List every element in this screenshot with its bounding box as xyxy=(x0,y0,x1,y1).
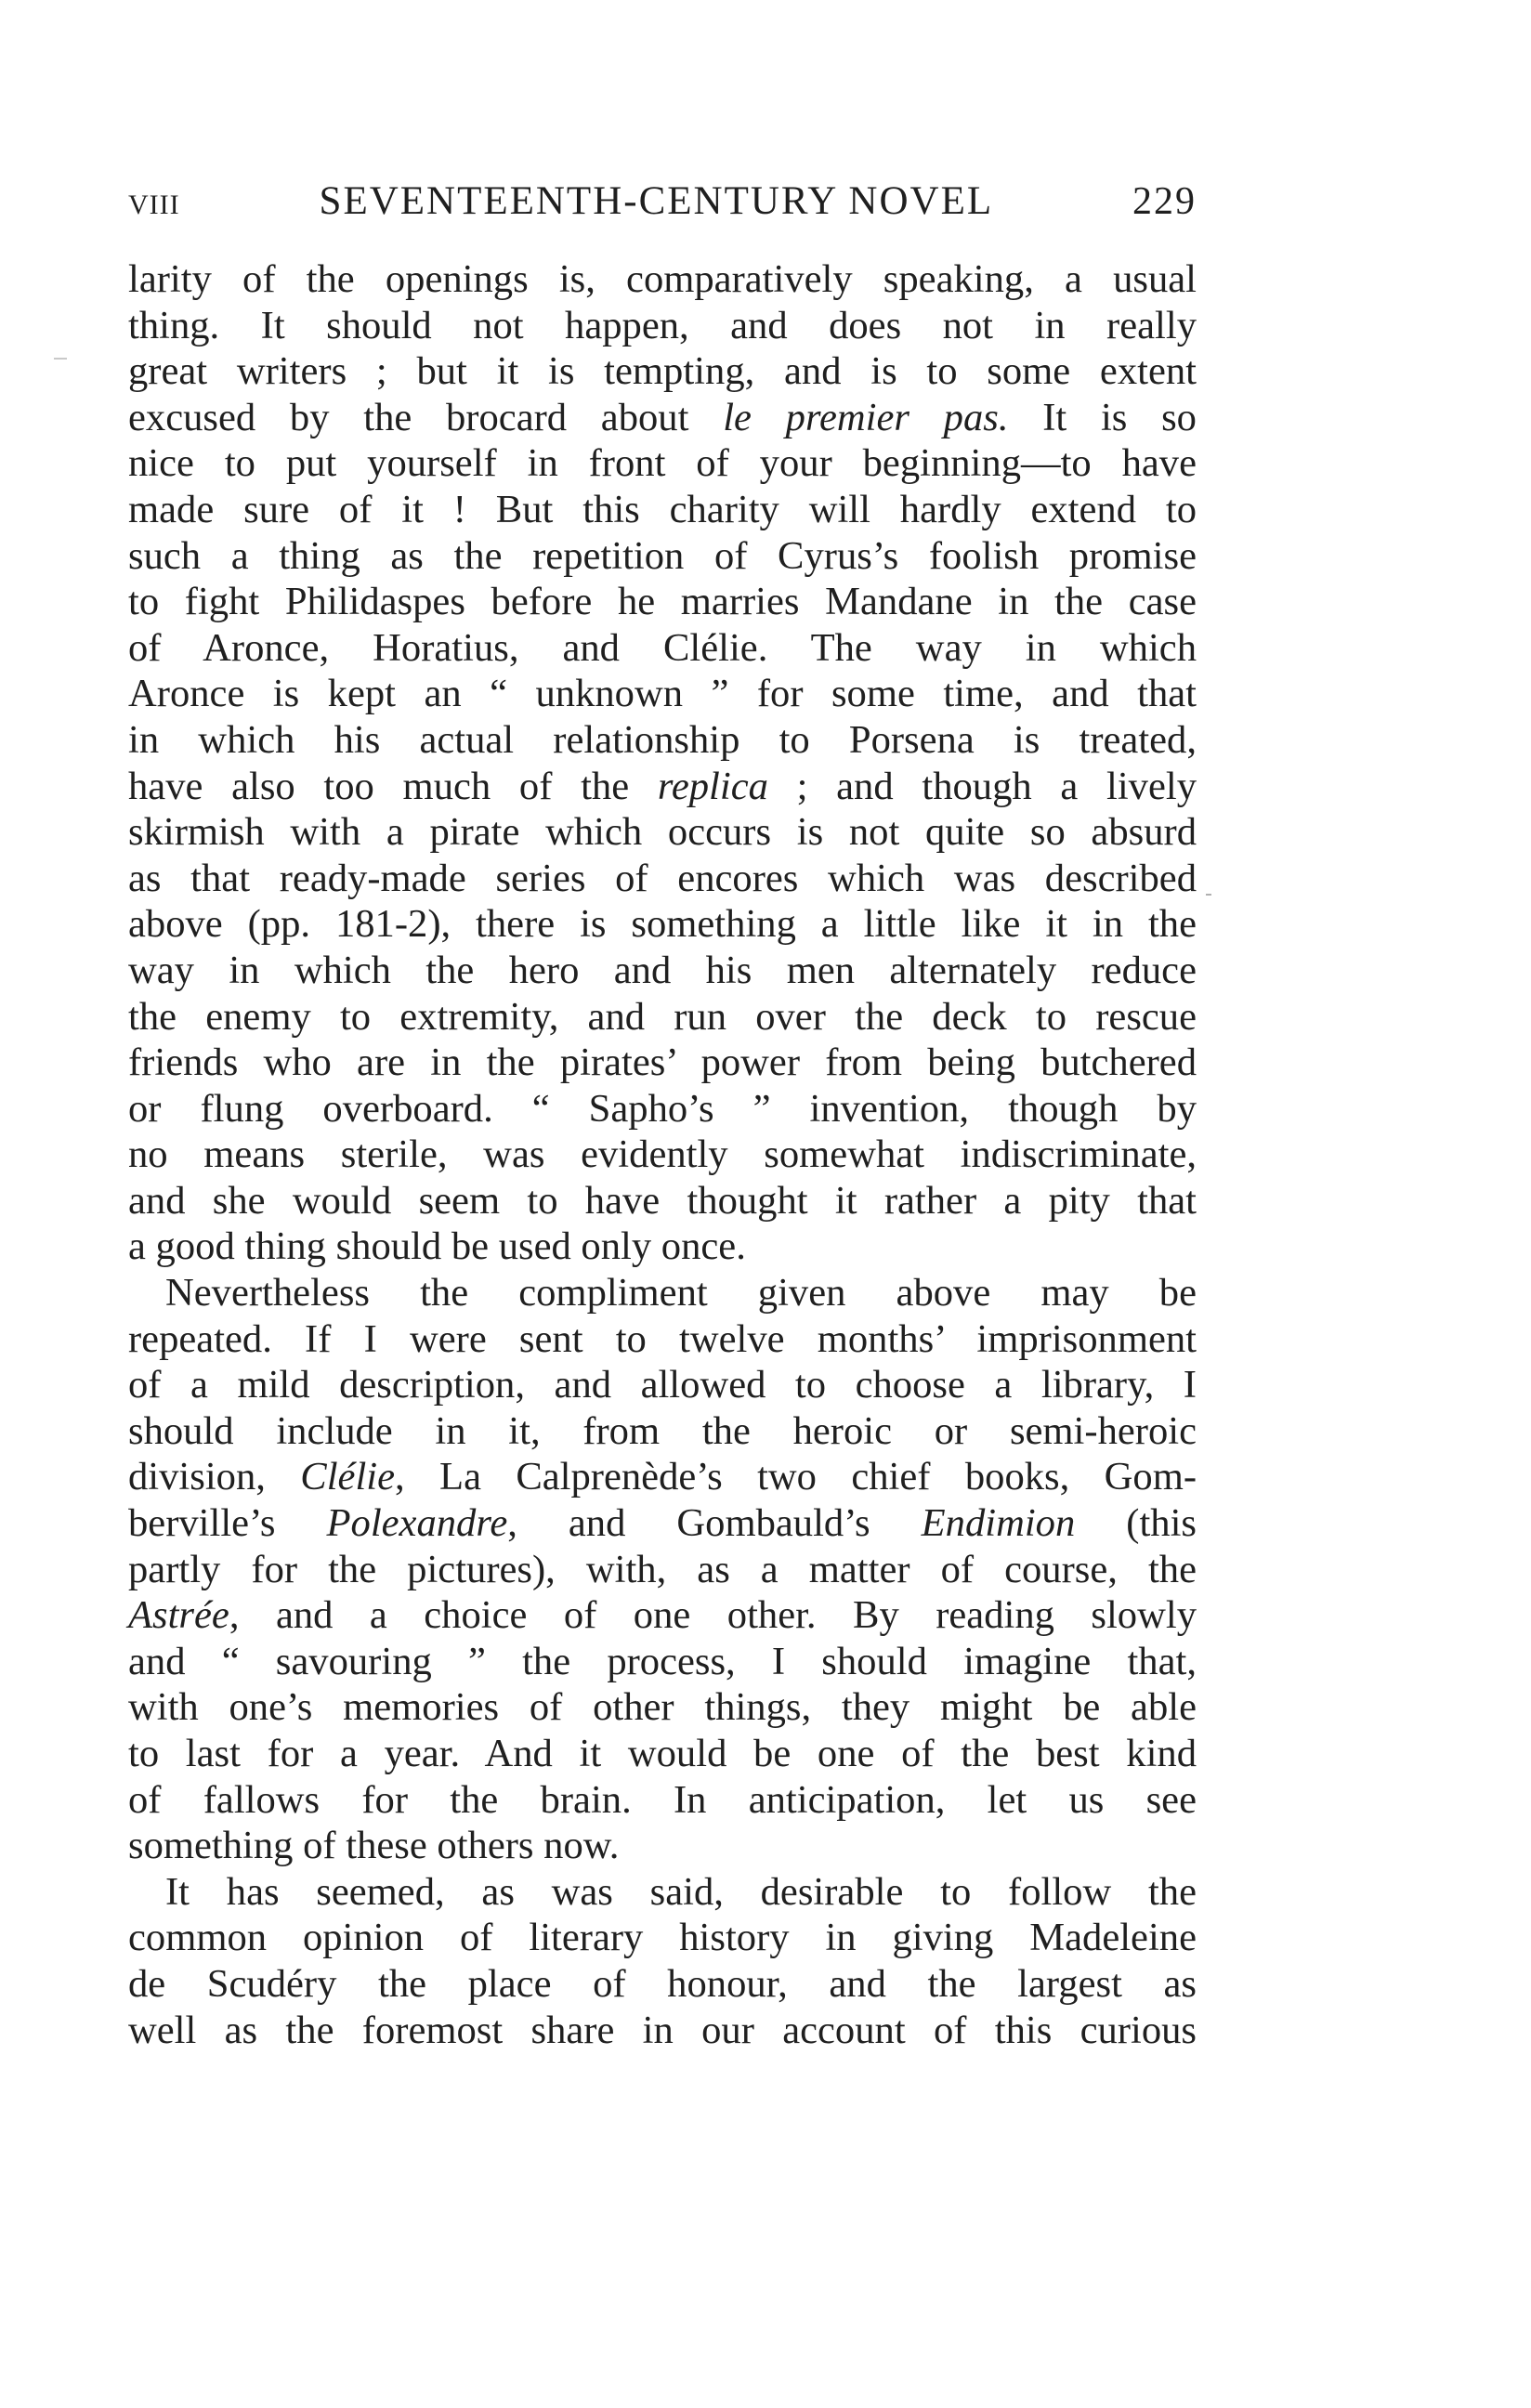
text-line: well as the foremost share in our account of this curious xyxy=(128,2008,1197,2052)
text-line: way in which the hero and his men alternately reduce xyxy=(128,948,1197,992)
text-line: to fight Philidaspes before he marries Mandane in the case xyxy=(128,580,1197,624)
text-line: to last for a year. And it would be one of the best kind xyxy=(128,1732,1197,1775)
text-line: no means sterile, was evidently somewhat indiscriminate, xyxy=(128,1132,1197,1177)
text-line: should include in it, from the heroic or semi-heroic xyxy=(128,1408,1197,1453)
text-line: repeated. If I were sent to twelve months’ imprisonment xyxy=(128,1316,1197,1361)
text-line: of Aronce, Horatius, and Clélie. The way in which xyxy=(128,625,1197,670)
text-line: and “ savouring ” the process, I should imagine that, xyxy=(128,1639,1197,1683)
text-line: above (pp. 181-2), there is something a little like it in the xyxy=(128,902,1197,947)
text-line: something of these others now. xyxy=(128,1824,620,1868)
chapter-number: VIII xyxy=(128,190,180,220)
text-line: larity of the openings is, comparatively speaking, a usual xyxy=(128,257,1197,301)
text-line: de Scudéry the place of honour, and the largest as xyxy=(128,1961,1197,2006)
text-line: It has seemed, as was said, desirable to follow the xyxy=(165,1869,1197,1914)
text-line: and she would seem to have thought it rather a pity that xyxy=(128,1178,1197,1223)
page-number: 229 xyxy=(1132,180,1197,223)
text-line: as that ready-made series of encores which was described xyxy=(128,856,1197,900)
margin-mark xyxy=(1206,894,1211,896)
body-text xyxy=(128,256,1197,2053)
text-line: thing. It should not happen, and does not in really xyxy=(128,303,1197,347)
text-line: Nevertheless the compliment given above may be xyxy=(165,1271,1197,1315)
text-line: the enemy to extremity, and run over the deck to rescue xyxy=(128,994,1197,1039)
running-header xyxy=(128,178,1197,245)
text-line: division, Clélie, La Calprenède’s two chief books, Gom- xyxy=(128,1455,1197,1499)
text-line: friends who are in the pirates’ power from being butchered xyxy=(128,1040,1197,1085)
text-line: such a thing as the repetition of Cyrus’s foolish promise xyxy=(128,533,1197,578)
text-line: Aronce is kept an “ unknown ” for some time, and that xyxy=(128,672,1197,716)
margin-mark xyxy=(54,358,67,360)
text-line: in which his actual relationship to Porsena is treated, xyxy=(128,717,1197,762)
text-line: or flung overboard. “ Sapho’s ” invention, though by xyxy=(128,1086,1197,1131)
text-line: great writers ; but it is tempting, and is to some extent xyxy=(128,349,1197,394)
text-line: nice to put yourself in front of your beginning—to have xyxy=(128,441,1197,486)
text-line: of a mild description, and allowed to choose a library, I xyxy=(128,1363,1197,1407)
text-line: Astrée, and a choice of one other. By reading slowly xyxy=(128,1593,1197,1638)
running-title: SEVENTEENTH-CENTURY NOVEL xyxy=(319,179,994,223)
text-line: made sure of it ! But this charity will hardly extend to xyxy=(128,487,1197,531)
text-line: skirmish with a pirate which occurs is not quite so absurd xyxy=(128,810,1197,855)
text-line: berville’s Polexandre, and Gombauld’s Endimion (this xyxy=(128,1501,1197,1546)
text-line: common opinion of literary history in giving Madeleine xyxy=(128,1916,1197,1960)
text-line: a good thing should be used only once. xyxy=(128,1224,746,1269)
text-line: with one’s memories of other things, they might be able xyxy=(128,1685,1197,1730)
text-line: of fallows for the brain. In anticipation, let us see xyxy=(128,1777,1197,1822)
text-line: partly for the pictures), with, as a matter of course, the xyxy=(128,1547,1197,1591)
text-line: excused by the brocard about le premier pas. It is so xyxy=(128,395,1197,439)
text-line: have also too much of the replica ; and though a lively xyxy=(128,764,1197,808)
